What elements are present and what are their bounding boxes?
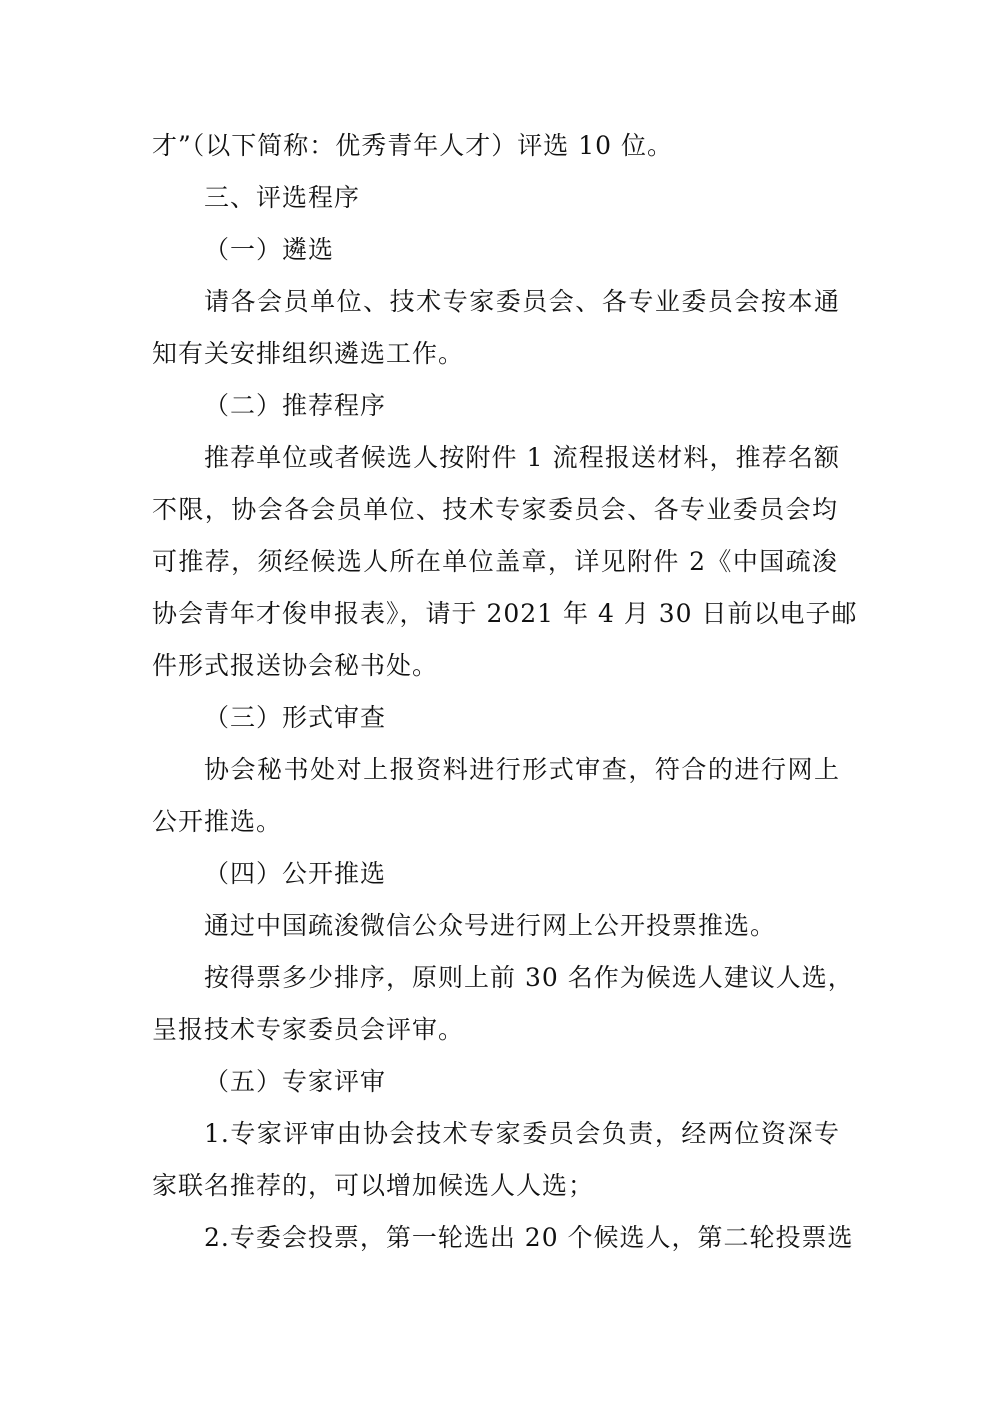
paragraph-line: 推荐单位或者候选人按附件 1 流程报送材料，推荐名额 bbox=[204, 443, 840, 472]
paragraph-line: 才”（以下简称：优秀青年人才）评选 10 位。 bbox=[152, 131, 673, 160]
subsection-heading: （二）推荐程序 bbox=[204, 391, 387, 420]
section-heading: 三、评选程序 bbox=[204, 183, 361, 212]
paragraph-line: 按得票多少排序，原则上前 30 名作为候选人建议人选， bbox=[204, 963, 854, 992]
subsection-heading: （三）形式审查 bbox=[204, 703, 387, 732]
subsection-heading: （一）遴选 bbox=[204, 235, 335, 264]
paragraph-line: 呈报技术专家委员会评审。 bbox=[152, 1015, 465, 1044]
paragraph-line: 通过中国疏浚微信公众号进行网上公开投票推选。 bbox=[204, 911, 777, 940]
paragraph-line: 家联名推荐的，可以增加候选人人选； bbox=[152, 1171, 595, 1200]
list-item: 2.专委会投票，第一轮选出 20 个候选人，第二轮投票选 bbox=[204, 1223, 854, 1252]
paragraph-line: 协会秘书处对上报资料进行形式审查，符合的进行网上 bbox=[204, 755, 840, 784]
subsection-heading: （四）公开推选 bbox=[204, 859, 387, 888]
paragraph-line: 协会青年才俊申报表》，请于 2021 年 4 月 30 日前以电子邮 bbox=[152, 599, 858, 628]
paragraph-line: 请各会员单位、技术专家委员会、各专业委员会按本通 bbox=[204, 287, 840, 316]
subsection-heading: （五）专家评审 bbox=[204, 1067, 387, 1096]
paragraph-line: 件形式报送协会秘书处。 bbox=[152, 651, 439, 680]
paragraph-line: 公开推选。 bbox=[152, 807, 283, 836]
paragraph-line: 可推荐，须经候选人所在单位盖章，详见附件 2《中国疏浚 bbox=[152, 547, 838, 576]
list-item: 1.专家评审由协会技术专家委员会负责，经两位资深专 bbox=[204, 1119, 840, 1148]
paragraph-line: 不限，协会各会员单位、技术专家委员会、各专业委员会均 bbox=[152, 495, 838, 524]
paragraph-line: 知有关安排组织遴选工作。 bbox=[152, 339, 465, 368]
